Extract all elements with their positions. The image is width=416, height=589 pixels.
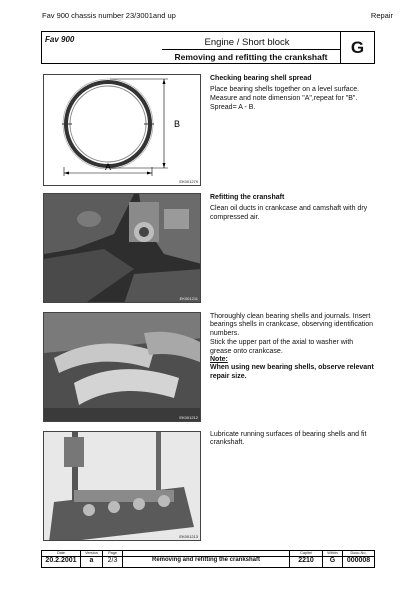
dimension-b-label: B xyxy=(173,119,181,129)
section-body: Lubricate running surfaces of bearing shells and fit crankshaft. xyxy=(210,431,367,447)
footer-title-cell xyxy=(123,551,290,567)
figure-code: EK001212 xyxy=(179,415,198,420)
footer-label: Version xyxy=(85,551,98,555)
note-label: Note: xyxy=(210,356,228,364)
footer-title: Removing and refitting the crankshaft xyxy=(151,557,260,563)
footer-date: 20.2.2001 xyxy=(45,557,77,564)
figure-code: EK001279 xyxy=(179,179,198,184)
section-refitting xyxy=(210,194,376,222)
footer-label: Within xyxy=(327,551,338,555)
footer-within-cell xyxy=(323,551,343,567)
note-text: When using new bearing shells, observe relevant repair size. xyxy=(210,364,374,380)
figure-code: EK001213 xyxy=(179,534,198,539)
section-body: Place bearing shells together on a level surface. Measure and note dimension "A",repeat for "B". xyxy=(210,86,360,102)
footer-label: Date xyxy=(56,551,66,555)
footer-capitel: 2210 xyxy=(298,557,314,564)
model-label: Fav 900 xyxy=(45,35,75,44)
title-block xyxy=(41,31,375,64)
figure-crankshaft-photo xyxy=(43,431,201,541)
footer-docu-cell xyxy=(343,551,374,567)
crankcase-photo xyxy=(44,194,201,303)
footer-page-cell xyxy=(103,551,123,567)
footer-version-cell xyxy=(81,551,103,567)
section-paragraph: Stick the upper part of the axial to washer with grease onto crankcase. xyxy=(210,339,354,355)
bearing-shells-photo xyxy=(44,313,201,422)
figure-bearing-spread xyxy=(43,74,201,186)
figure-bearing-shells-photo xyxy=(43,312,201,422)
section-title: Engine / Short block xyxy=(204,37,290,48)
footer-version: a xyxy=(89,557,94,564)
section-heading: Refitting the cranshaft xyxy=(210,194,285,201)
section-extra: Spread= A - B. xyxy=(210,104,256,112)
footer-table xyxy=(41,550,375,568)
header-repair-text: Repair xyxy=(370,11,393,20)
footer-within: G xyxy=(329,557,336,564)
footer-docu: 000008 xyxy=(346,557,371,564)
section-checking xyxy=(210,75,376,113)
header-chassis-text: Fav 900 chassis number 23/3001and up xyxy=(42,11,176,20)
section-heading: Checking bearing shell spread xyxy=(210,75,312,82)
page-title: Removing and refitting the crankshaft xyxy=(174,52,328,62)
footer-label: Page xyxy=(108,551,117,555)
section-paragraph: Thoroughly clean bearing shells and journals. Insert bearings shells in crankcase, observing identification numbers. xyxy=(210,313,374,337)
bearing-spread-diagram xyxy=(44,75,201,186)
footer-date-cell xyxy=(42,551,81,567)
section-cleaning xyxy=(210,313,376,381)
footer-page: 2/3 xyxy=(107,557,118,564)
section-body: Clean oil ducts in crankcase and camshaft with dry compressed air. xyxy=(210,205,368,221)
figure-code: EK001211 xyxy=(179,296,198,301)
crankshaft-photo xyxy=(44,432,201,541)
group-letter: G xyxy=(350,37,365,57)
footer-label: Capitel xyxy=(300,551,312,555)
dimension-a-label: A xyxy=(104,162,112,172)
title-divider xyxy=(162,49,340,50)
footer-label: Docu-No. xyxy=(350,551,367,555)
footer-capitel-cell xyxy=(290,551,323,567)
figure-crankcase-photo xyxy=(43,193,201,303)
section-lubricate xyxy=(210,431,376,448)
